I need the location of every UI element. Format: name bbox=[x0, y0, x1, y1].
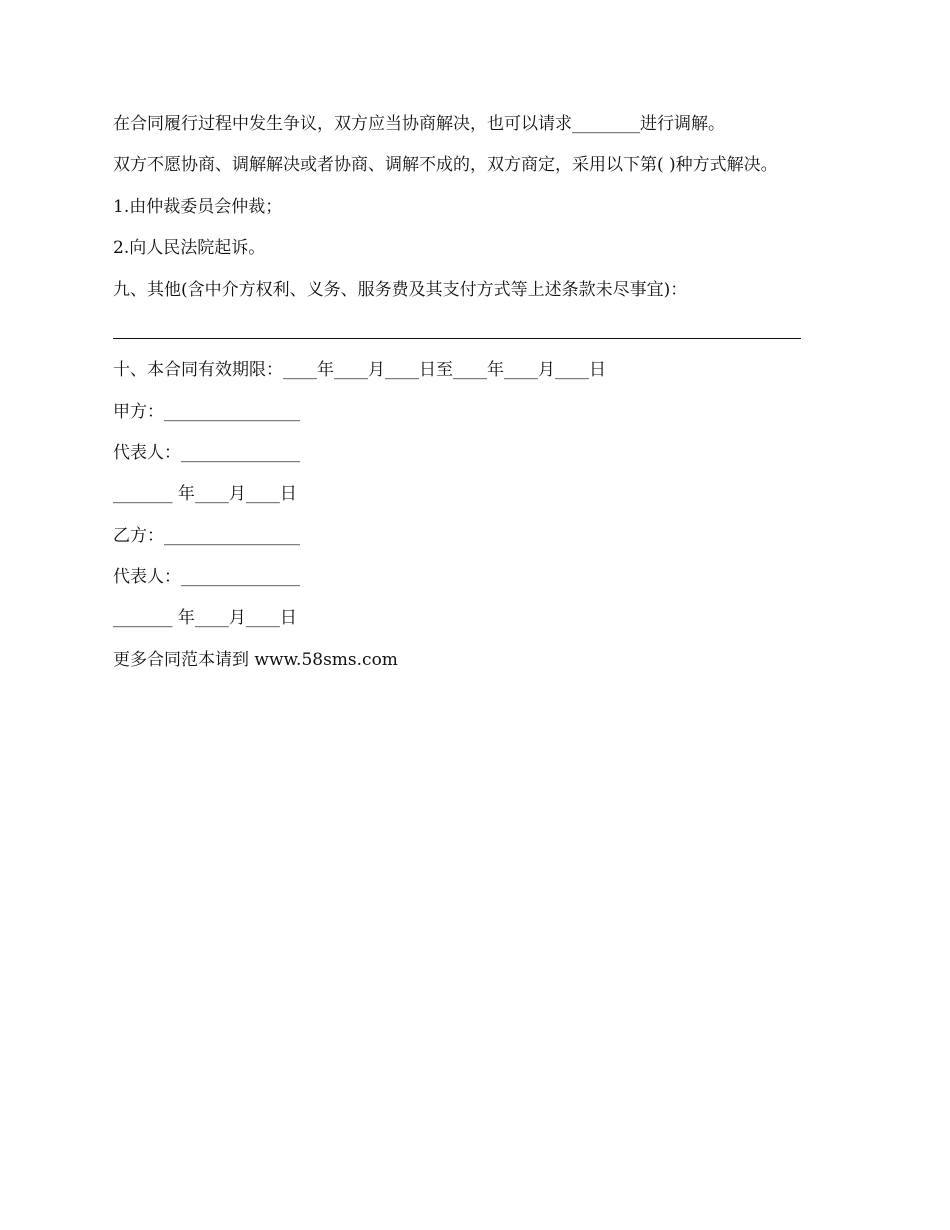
party-a-line: 甲方：________________ bbox=[113, 402, 300, 422]
party-a-date: _______ 年____月____日 bbox=[113, 484, 297, 504]
dispute-negotiation-paragraph: 在合同履行过程中发生争议，双方应当协商解决，也可以请求________进行调解。 bbox=[113, 114, 725, 134]
party-b-representative: 代表人：______________ bbox=[113, 567, 300, 587]
party-b-line: 乙方：________________ bbox=[113, 526, 300, 546]
option-lawsuit: 2.向人民法院起诉。 bbox=[113, 238, 266, 258]
dispute-resolution-paragraph: 双方不愿协商、调解解决或者协商、调解不成的，双方商定，采用以下第( )种方式解决。 bbox=[113, 155, 778, 175]
party-a-representative: 代表人：______________ bbox=[113, 443, 300, 463]
clause-ten-validity: 十、本合同有效期限：____年____月____日至____年____月____日 bbox=[113, 360, 606, 380]
party-b-date: _______ 年____月____日 bbox=[113, 608, 297, 628]
option-arbitration: 1.由仲裁委员会仲裁； bbox=[113, 197, 283, 217]
footer-link-text: 更多合同范本请到 www.58sms.com bbox=[113, 650, 398, 670]
clause-nine-other: 九、其他(含中介方权利、义务、服务费及其支付方式等上述条款未尽事宜)： bbox=[113, 280, 688, 300]
fill-in-line bbox=[113, 338, 801, 339]
